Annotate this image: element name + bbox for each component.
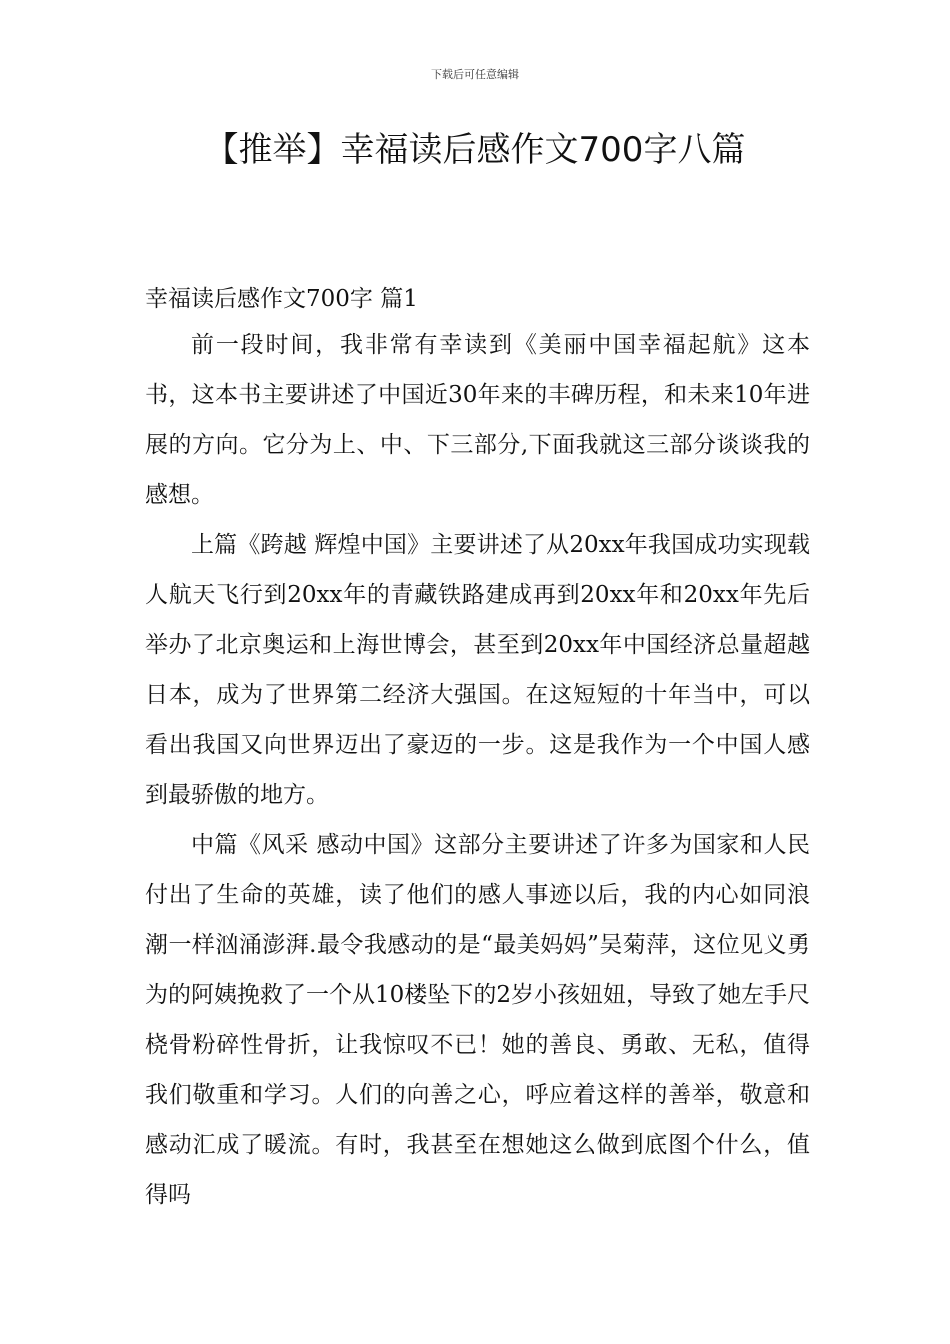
header-note: 下载后可任意编辑 — [431, 68, 519, 81]
document-title: 【推举】幸福读后感作文700字八篇 — [204, 130, 746, 170]
paragraph: 上篇《跨越 辉煌中国》主要讲述了从20xx年我国成功实现载人航天飞行到20xx年的青藏铁路建成再到20xx年和20xx年先后举办了北京奥运和上海世博会，甚至到20xx年中国经济总量超越日本，成为了世界第二经济大强国。在这短短的十年当中，可以看出我国又向世界迈出了豪迈的一步。这是我作为一个中国人感到最骄傲的地方。 — [145, 532, 810, 808]
paragraph: 前一段时间，我非常有幸读到《美丽中国幸福起航》这本书，这本书主要讲述了中国近30年来的丰碑历程，和未来10年进展的方向。它分为上、中、下三部分,下面我就这三部分谈谈我的感想。 — [145, 332, 810, 508]
document-body — [145, 278, 810, 1220]
paragraph: 中篇《风采 感动中国》这部分主要讲述了许多为国家和人民付出了生命的英雄，读了他们的感人事迹以后，我的内心如同浪潮一样汹涌澎湃.最令我感动的是“最美妈妈”吴菊萍，这位见义勇为的阿姨挽救了一个从10楼坠下的2岁小孩妞妞，导致了她左手尺桡骨粉碎性骨折，让我惊叹不已！她的善良、勇敢、无私，值得我们敬重和学习。人们的向善之心，呼应着这样的善举，敬意和感动汇成了暖流。有时，我甚至在想她这么做到底图个什么，值得吗 — [145, 832, 810, 1208]
section-heading: 幸福读后感作文700字 篇1 — [145, 286, 418, 312]
